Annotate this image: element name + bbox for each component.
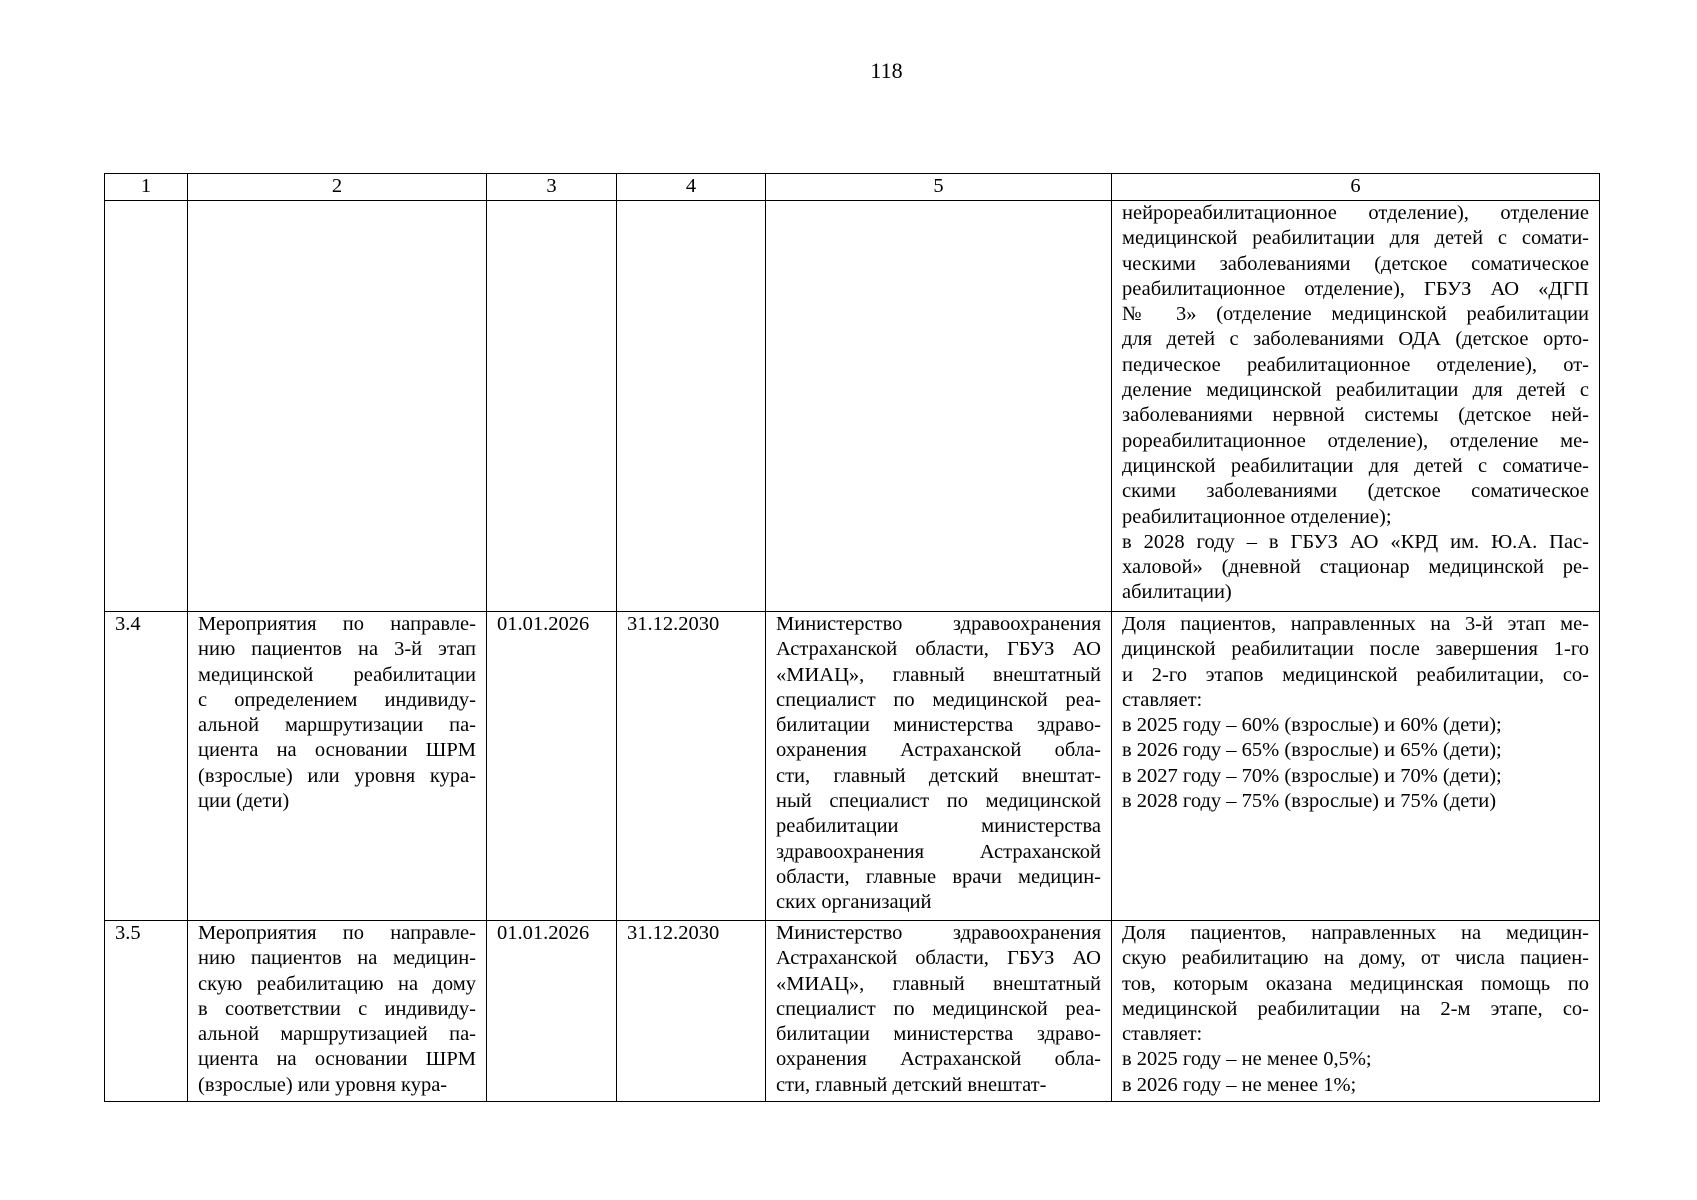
cell-responsible (766, 201, 1112, 612)
cell-line: альной маршрутизацией па- (198, 1023, 476, 1046)
cell-line: заболеваниями нервной системы (детское ней- (1122, 404, 1589, 427)
cell-line: Доля пациентов, направленных на медицин- (1122, 922, 1589, 944)
header-cell-5: 5 (766, 174, 1112, 201)
cell-responsible (766, 921, 1112, 1102)
cell-line: педическое реабилитационное отделение), от- (1122, 353, 1589, 376)
cell-end: 31.12.2030 (617, 921, 766, 1102)
cell-line: специалист по медицинской реа- (776, 688, 1101, 711)
cell-line: Министерство здравоохранения (776, 922, 1101, 944)
cell-line: охранения Астраханской обла- (776, 1048, 1101, 1071)
cell-result (1112, 201, 1600, 612)
cell-line: в 2026 году – 65% (взрослые) и 65% (дети); (1122, 739, 1502, 762)
cell-result (1112, 612, 1600, 921)
cell-line: деление медицинской реабилитации для детей с (1122, 379, 1589, 402)
cell-line: медицинской реабилитации на 2-м этапе, со- (1122, 997, 1589, 1020)
cell-line: «МИАЦ», главный внештатный (776, 663, 1101, 686)
cell-line: в 2028 году – 75% (взрослые) и 75% (дети) (1122, 790, 1497, 813)
cell-line: нию пациентов на 3-й этап (198, 638, 476, 661)
cell-line: (взрослые) или уровня кура- (198, 1073, 448, 1096)
cell-line: дицинской реабилитации для детей с соматиче- (1122, 454, 1589, 477)
cell-responsible (766, 612, 1112, 921)
cell-line: ставляет: (1122, 688, 1203, 711)
cell-event (188, 201, 487, 612)
cell-line: в соответствии с индивиду- (198, 997, 476, 1020)
cell-line: скую реабилитацию на дому (198, 972, 476, 995)
cell-line: абилитации) (1122, 581, 1232, 604)
cell-start: 01.01.2026 (487, 921, 617, 1102)
cell-line: медицинской реабилитации для детей с сомати- (1122, 227, 1589, 250)
cell-line: ный специалист по медицинской (776, 790, 1101, 813)
cell-num: 3.5 (105, 921, 188, 1102)
cell-line: в 2025 году – 60% (взрослые) и 60% (дети); (1122, 714, 1502, 737)
cell-line: и 2-го этапов медицинской реабилитации, со- (1122, 663, 1589, 686)
cell-line: Астраханской области, ГБУЗ АО (776, 638, 1101, 661)
cell-line: реабилитационное отделение), ГБУЗ АО «ДГП (1122, 277, 1589, 300)
cell-num (105, 201, 188, 612)
cell-line: медицинской реабилитации (198, 663, 476, 686)
cell-line: Мероприятия по направле- (198, 922, 476, 944)
cell-line: рореабилитационное отделение), отделение ме- (1122, 429, 1589, 452)
cell-line: скими заболеваниями (детское соматическое (1122, 480, 1589, 503)
cell-line: скую реабилитацию на дому, от числа пациен- (1122, 947, 1589, 970)
cell-line: Министерство здравоохранения (776, 613, 1101, 635)
cell-result (1112, 921, 1600, 1102)
cell-line: билитации министерства здраво- (776, 714, 1101, 737)
cell-line: сти, главный детский внештат- (776, 1073, 1047, 1096)
header-cell-4: 4 (617, 174, 766, 201)
cell-line: циента на основании ШРМ (198, 1048, 476, 1071)
cell-end: 31.12.2030 (617, 612, 766, 921)
cell-num: 3.4 (105, 612, 188, 921)
cell-line: ских организаций (776, 891, 932, 914)
cell-line: для детей с заболеваниями ОДА (детское орто- (1122, 328, 1589, 351)
cell-line: циента на основании ШРМ (198, 739, 476, 762)
cell-line: специалист по медицинской реа- (776, 997, 1101, 1020)
cell-line: сти, главный детский внештат- (776, 764, 1101, 787)
cell-event (188, 612, 487, 921)
cell-line: с определением индивиду- (198, 688, 476, 711)
cell-line: ции (дети) (198, 790, 290, 813)
cell-event (188, 921, 487, 1102)
header-cell-6: 6 (1112, 174, 1600, 201)
header-cell-2: 2 (188, 174, 487, 201)
cell-line: альной маршрутизации па- (198, 714, 476, 737)
cell-line: реабилитации министерства (776, 815, 1101, 838)
table-row-continuation (105, 201, 1600, 612)
cell-line: в 2025 году – не менее 0,5%; (1122, 1048, 1372, 1071)
table-header-row (105, 174, 1600, 201)
cell-line: «МИАЦ», главный внештатный (776, 972, 1101, 995)
table-row-3-5 (105, 921, 1600, 1102)
cell-line: Доля пациентов, направленных на 3-й этап ме- (1122, 613, 1589, 635)
cell-start: 01.01.2026 (487, 612, 617, 921)
cell-line: билитации министерства здраво- (776, 1023, 1101, 1046)
cell-line: нию пациентов на медицин- (198, 947, 476, 970)
cell-line: здравоохранения Астраханской (776, 840, 1101, 863)
cell-end (617, 201, 766, 612)
cell-line: тов, которым оказана медицинская помощь по (1122, 972, 1589, 995)
cell-line: (взрослые) или уровня кура- (198, 764, 476, 787)
header-cell-3: 3 (487, 174, 617, 201)
cell-line: дицинской реабилитации после завершения 1-го (1122, 638, 1589, 661)
cell-start (487, 201, 617, 612)
cell-line: в 2026 году – не менее 1%; (1122, 1073, 1357, 1096)
cell-line: Астраханской области, ГБУЗ АО (776, 947, 1101, 970)
cell-line: ставляет: (1122, 1023, 1203, 1046)
header-cell-1: 1 (105, 174, 188, 201)
cell-line: Мероприятия по направле- (198, 613, 476, 635)
cell-line: в 2027 году – 70% (взрослые) и 70% (дети); (1122, 764, 1502, 787)
cell-line: халовой» (дневной стационар медицинской ре- (1122, 556, 1589, 579)
cell-line: реабилитационное отделение); (1122, 505, 1392, 528)
cell-line: № 3» (отделение медицинской реабилитации (1122, 303, 1589, 326)
cell-line: области, главные врачи медицин- (776, 865, 1101, 888)
measures-table (104, 173, 1600, 1102)
cell-line: нейрореабилитационное отделение), отделение (1122, 202, 1589, 224)
cell-line: охранения Астраханской обла- (776, 739, 1101, 762)
cell-line: в 2028 году – в ГБУЗ АО «КРД им. Ю.А. Пас- (1122, 530, 1589, 553)
page-number: 118 (870, 58, 903, 83)
table-row-3-4 (105, 612, 1600, 921)
cell-line: ческими заболеваниями (детское соматическое (1122, 252, 1589, 275)
